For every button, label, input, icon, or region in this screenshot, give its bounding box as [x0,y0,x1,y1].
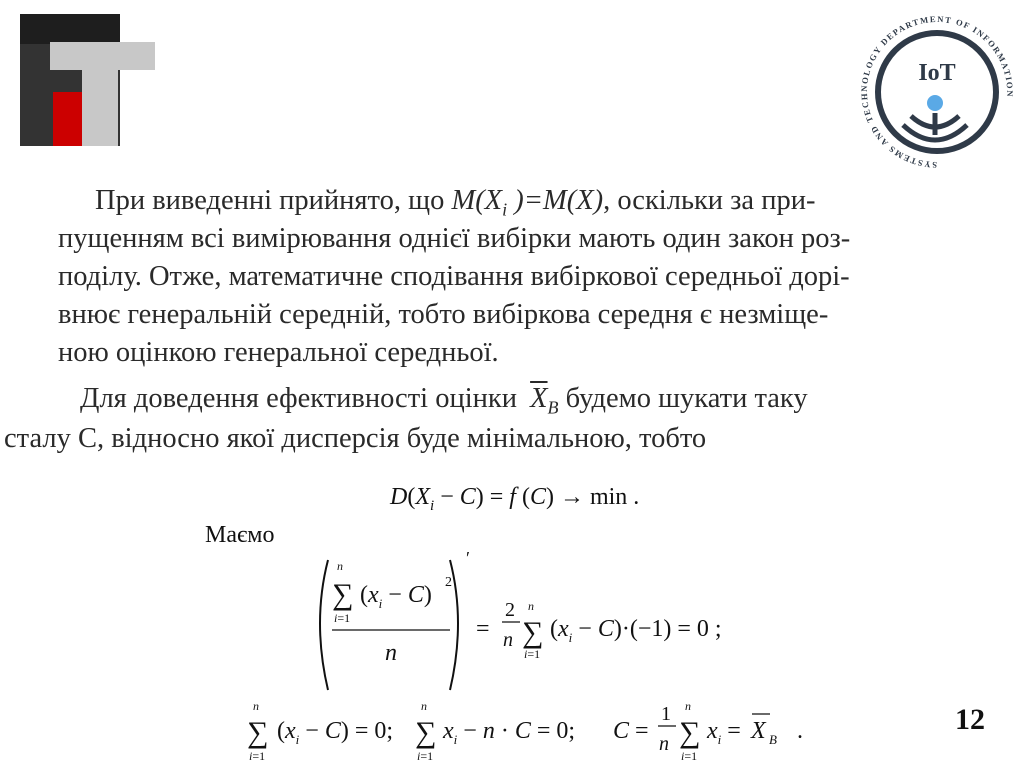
svg-text:X: X [751,718,766,744]
svg-text:i=1: i=1 [417,749,434,763]
svg-text:(xi − C): $(x_i - C)$ [360,582,432,611]
svg-text:∑: ∑ [247,716,269,749]
svg-text:n: n [685,699,691,713]
text-line: сталу С, відносно якої дисперсія буде мінімальною, тобто [4,423,707,454]
svg-text:i=1: i=1 [334,611,351,625]
svg-text:n: n [503,629,513,651]
formula-2 [310,552,780,698]
math-inline: M(X [451,185,503,216]
svg-text:2: 2 [445,575,452,590]
text-line: поділу. Отже, математичне сподівання вибіркової середньої дорі- [58,261,850,292]
math-inline: )=M(X) [507,185,604,216]
text-line: При виведенні прийнято, що [95,185,452,216]
text-line: ною оцінкою генеральної середньої. [58,337,499,368]
svg-text:B: B [769,732,777,747]
svg-text:xi − n · C = 0;: $x_i - n \cdot C = 0$; [443,718,576,747]
svg-text:∑: ∑ [415,716,437,749]
maemo-label: Маємо [205,522,275,548]
svg-text:1: 1 [661,703,671,725]
svg-text:n: n [253,699,259,713]
svg-text:i=1: i=1 [249,749,266,763]
department-logo [20,14,155,146]
svg-text:n: n [337,559,343,573]
text-line: Для доведення ефективності оцінки [80,383,525,414]
svg-text:xi =: $x_i$ = [707,718,741,747]
svg-text:2: 2 [505,599,515,621]
svg-text:(xi − C)·(−1) = 0 ;: $(x_i - C)\cdot(-1) = 0$ ; [550,616,722,645]
svg-text:C: C [613,718,630,744]
text-line: внює генеральній середній, тобто вибіркова середня є незміще- [58,299,829,330]
svg-text:=: = [635,718,649,744]
svg-text:SYSTEMS AND TECHNOLOGY DEPARTM [859,14,1015,170]
logo-ring-text: SYSTEMS AND TECHNOLOGY DEPARTMENT OF INFORMATION [858,13,1016,171]
svg-text:n: n [528,599,534,613]
math-inline: $\overline{X}$ [530,383,548,414]
formula-1: $D(X_i - C) = f$ (C) → min . [390,484,640,514]
svg-text:∑: ∑ [332,578,354,611]
svg-text:i=1: i=1 [524,647,541,661]
formula-3 [245,698,825,766]
logo-iot-text: IoT [918,60,956,86]
svg-text:∑: ∑ [522,616,544,649]
svg-text:n: n [385,640,397,666]
svg-text:=: = [476,616,490,642]
slide-number: 12 [955,703,985,736]
svg-text:n: n [659,733,669,755]
svg-text:i=1: i=1 [681,749,698,763]
svg-text:∑: ∑ [679,716,701,749]
svg-text:′: ′ [466,552,470,568]
text-line: пущенням всі вимірювання однієї вибірки мають один закон роз- [58,223,851,254]
iot-logo [855,10,1020,175]
svg-text:n: n [421,699,427,713]
svg-text:.: . [797,718,803,744]
svg-text:(xi − C) = 0;: $(x_i - C) = 0$; [277,718,394,747]
